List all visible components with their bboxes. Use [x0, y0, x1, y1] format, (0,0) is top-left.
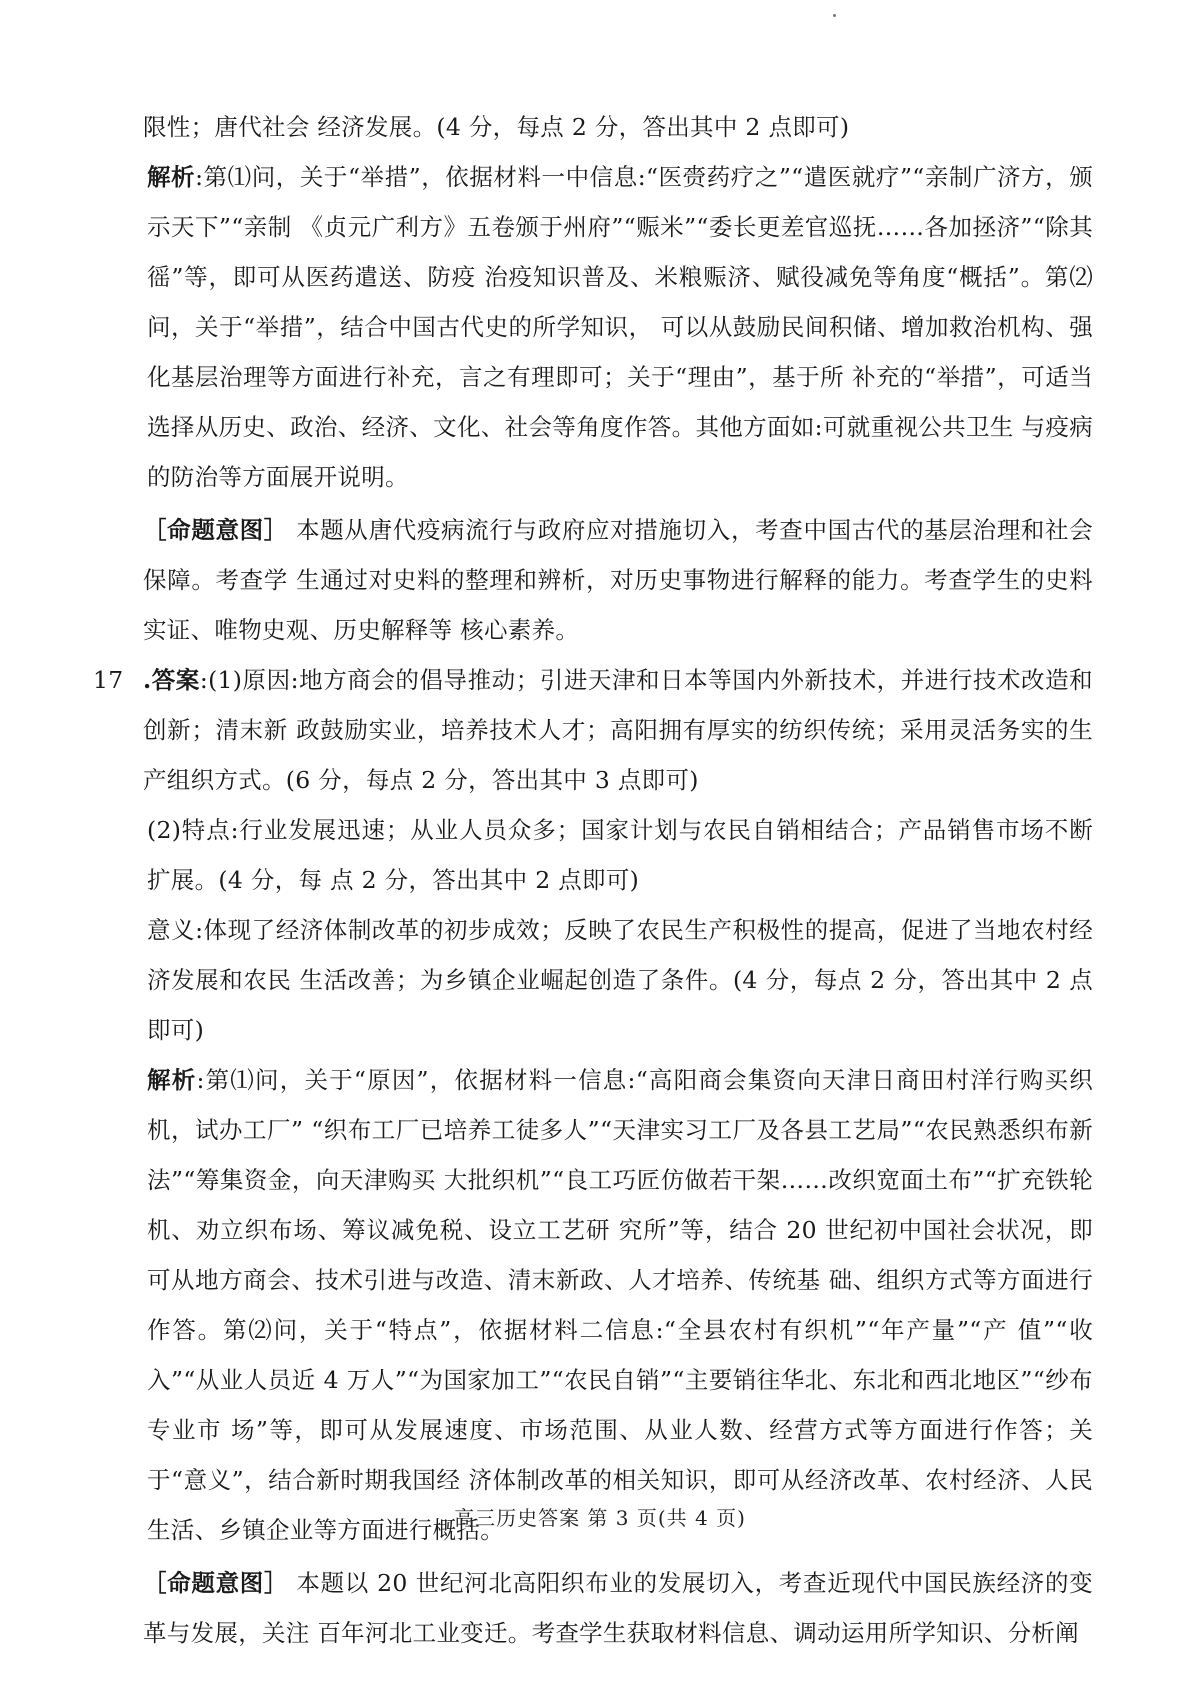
- q17-intent-text: 本题以 20 世纪河北高阳织布业的发展切入，考查近现代中国民族经济的变革与发展，关注 百年河北工业变迁。考查学生获取材料信息、调动运用所学知识、分析阐: [143, 1569, 1093, 1647]
- q17-analysis: [143, 1055, 1093, 1555]
- q17-answer-label: .答案: [143, 666, 200, 694]
- previous-answer-continuation: 限性；唐代社会 经济发展。(4 分，每点 2 分，答出其中 2 点即可): [143, 113, 850, 141]
- q17-number: 17: [93, 666, 124, 694]
- q17-analysis-label: 解析: [147, 1066, 197, 1094]
- q17-intent: [143, 1558, 1093, 1658]
- q16-analysis-text: :第⑴问，关于“举措”，依据材料一中信息:“医赍药疗之”“遣医就疗”“亲制广济方，颁示天下”“亲制 《贞元广利方》五卷颁于州府”“赈米”“委长更差官巡抚……各加拯济”“除其徭”等，即可从医药遣送、防疫 治疫知识普及、米粮赈济、赋役减免等角度“概括”。第⑵问，关于“举措”，结合中国古代史的所学知识， 可以从鼓励民间积储、增加救治机构、强化基层治理等方面进行补充，言之有理即可；关于“理由”，基于所 补充的“举措”，可适当选择从历史、政治、经济、文化、社会等角度作答。其他方面如:可就重视公共卫生 与疫病的防治等方面展开说明。: [147, 163, 1093, 491]
- q17-features: (2)特点:行业发展迅速；从业人员众多；国家计划与农民自销相结合；产品销售市场不断扩展。(4 分，每 点 2 分，答出其中 2 点即可): [147, 816, 1093, 894]
- q17-significance: 意义:体现了经济体制改革的初步成效；反映了农民生产积极性的提高，促进了当地农村经济发展和农民 生活改善；为乡镇企业崛起创造了条件。(4 分，每点 2 分，答出其中 2 点即可): [147, 916, 1093, 1044]
- q17-analysis-text: :第⑴问，关于“原因”，依据材料一信息:“高阳商会集资向天津日商田村洋行购买织机，试办工厂” “织布工厂已培养工徒多人”“天津实习工厂及各县工艺局”“农民熟悉织布新法”“筹集资金，向天津购买 大批织机”“良工巧匠仿做若干架……改织宽面土布”“扩充铁轮机、劝立织布场、筹议减免税、设立工艺研 究所”等，结合 20 世纪初中国社会状况，即可从地方商会、技术引进与改造、清末新政、人才培养、传统基 础、组织方式等方面进行作答。第⑵问，关于“特点”，依据材料二信息:“全县农村有织机”“年产量”“产 值”“收入”“从业人员近 4 万人”“为国家加工”“农民自销”“主要销往华北、东北和西北地区”“纱布专业市 场”等，即可从发展速度、市场范围、从业人数、经营方式等方面进行作答；关于“意义”，结合新时期我国经 济体制改革的相关知识，即可从经济改革、农村经济、人民生活、乡镇企业等方面进行概括。: [147, 1066, 1093, 1544]
- q17-answer: [93, 655, 1093, 805]
- q17-intent-label: ［命题意图］: [143, 1569, 289, 1597]
- page-footer: 高三历史答案 第 3 页(共 4 页): [454, 1506, 746, 1530]
- q17-answer-text: :(1)原因:地方商会的倡导推动；引进天津和日本等国内外新技术，并进行技术改造和创新；清末新 政鼓励实业，培养技术人才；高阳拥有厚实的纺织传统；采用灵活务实的生产组织方式。(6 分，每点 2 分，答出其中 3 点即可): [143, 666, 1093, 794]
- scan-speck: [833, 14, 836, 17]
- q16-analysis-label: 解析: [147, 163, 196, 191]
- q16-intent-text: 本题从唐代疫病流行与政府应对措施切入，考查中国古代的基层治理和社会保障。考查学 生通过对史料的整理和辨析，对历史事物进行解释的能力。考查学生的史料实证、唯物史观、历史解释等 核心素养。: [143, 516, 1093, 644]
- q16-analysis: [143, 152, 1093, 502]
- answer-content: [93, 102, 1093, 1658]
- q16-intent: [143, 505, 1093, 655]
- q16-intent-label: ［命题意图］: [143, 516, 288, 544]
